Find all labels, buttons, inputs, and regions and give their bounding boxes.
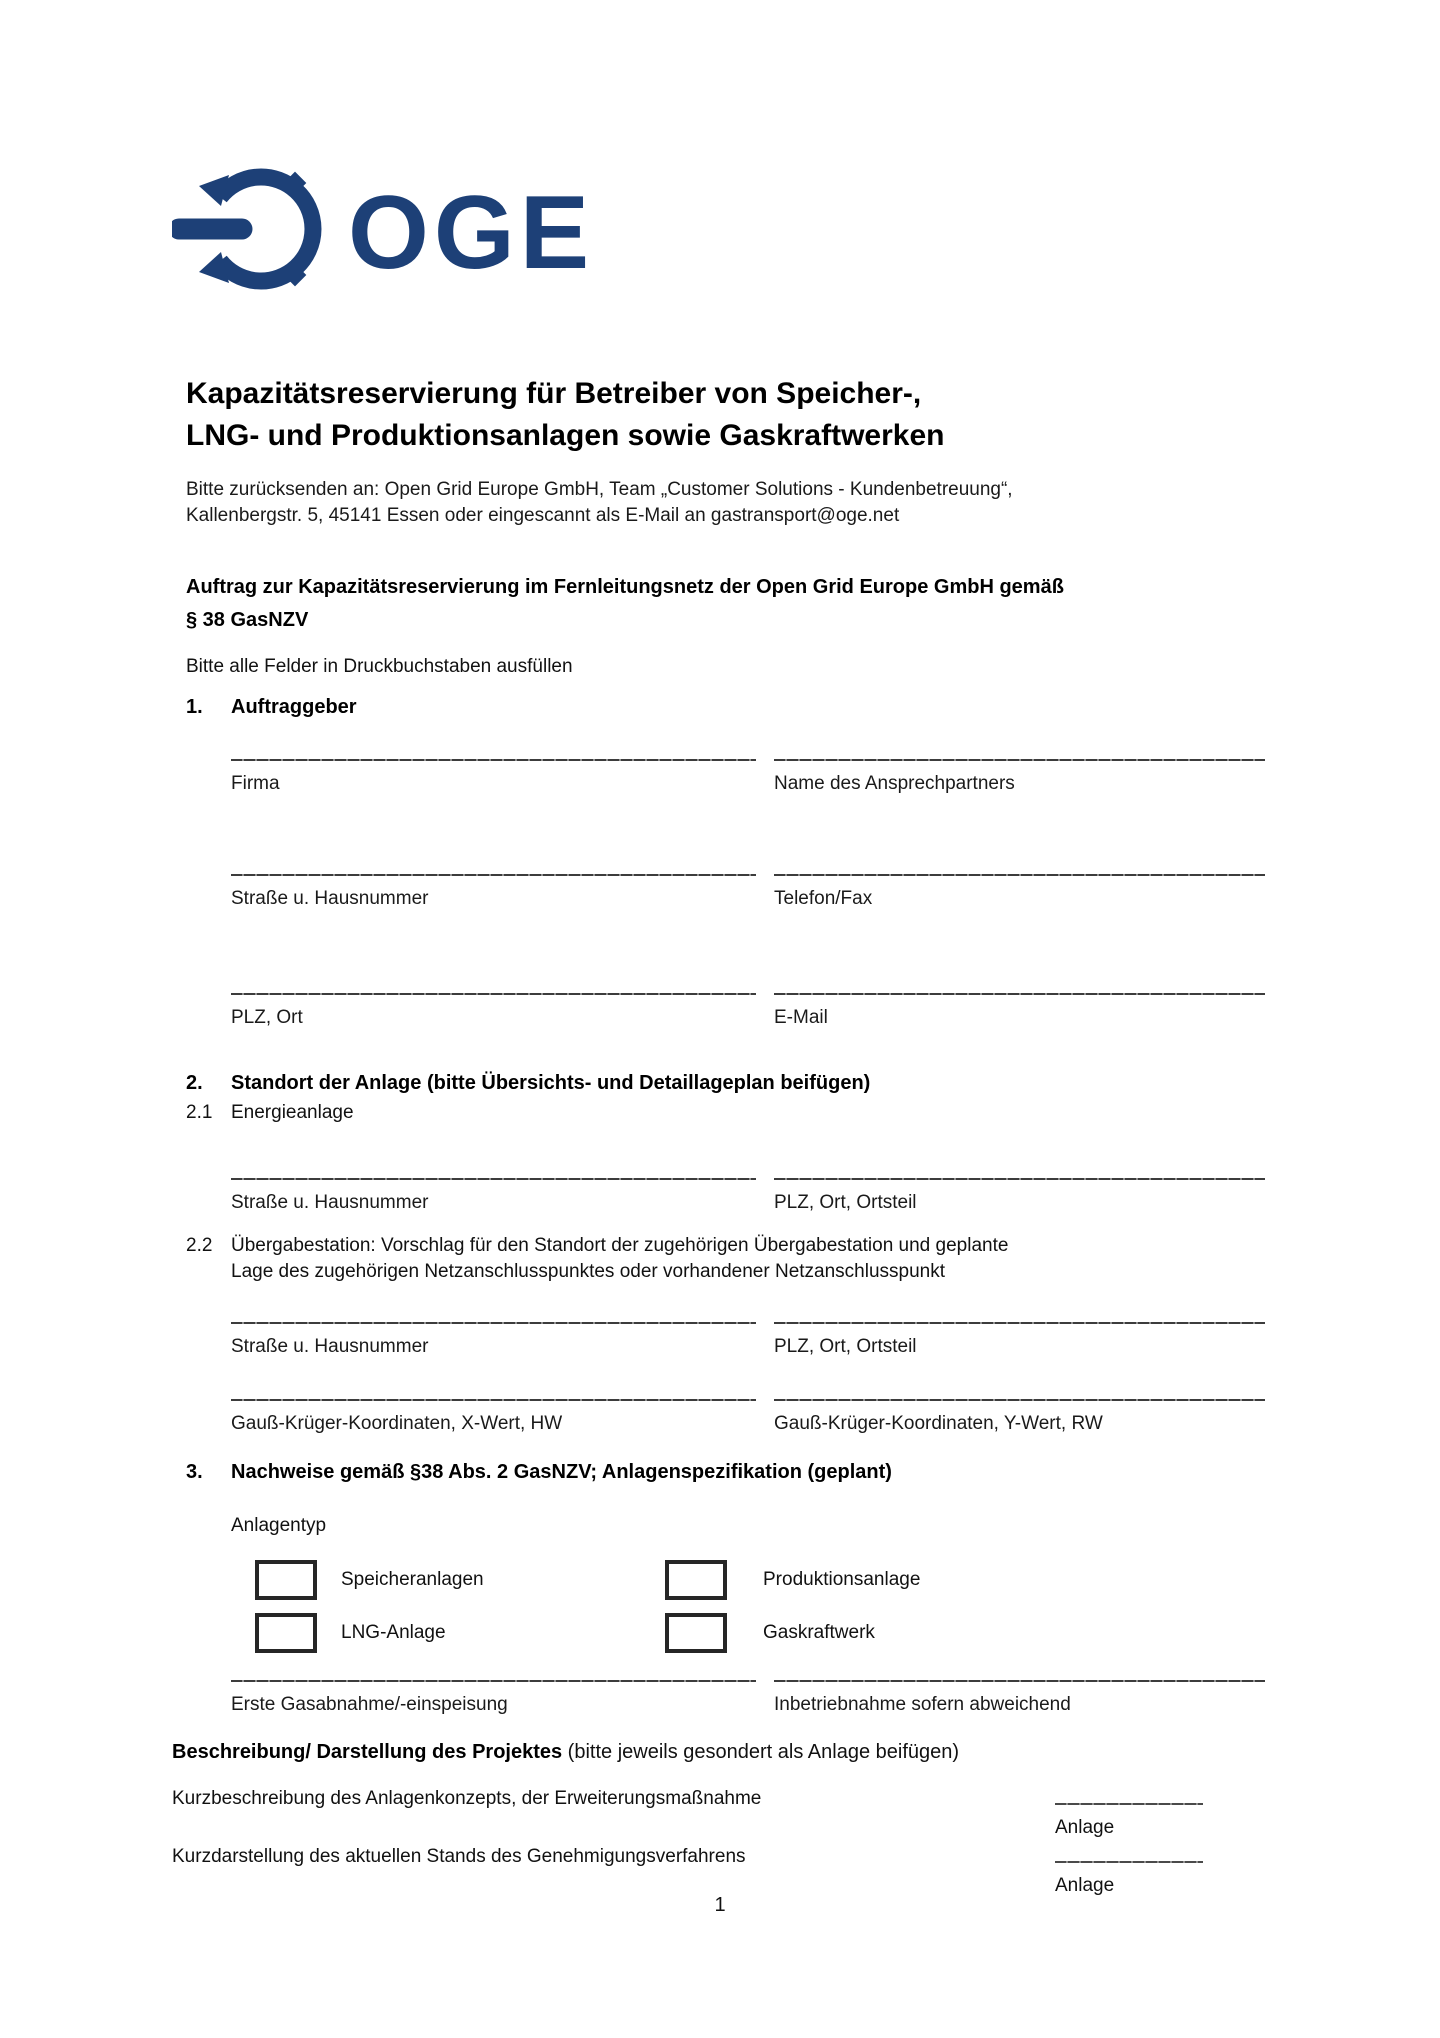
project-item-row bbox=[172, 1786, 1270, 1841]
field-row bbox=[231, 1322, 1270, 1359]
field-firma bbox=[231, 759, 756, 796]
project-description-heading bbox=[172, 1739, 1270, 1766]
field-gk-x-wert bbox=[231, 1399, 756, 1436]
checkbox-lng-anlage[interactable] bbox=[255, 1613, 317, 1653]
section-1-number: 1. bbox=[186, 696, 203, 718]
checkbox-option-gaskraftwerk bbox=[665, 1613, 875, 1653]
oge-logo-text: OGE bbox=[348, 175, 595, 291]
section-3-heading bbox=[186, 1459, 1270, 1485]
section-2-heading bbox=[186, 1070, 1270, 1096]
attachment-label: Anlage bbox=[1055, 1875, 1115, 1896]
return-address-note bbox=[186, 477, 1270, 529]
field-row bbox=[231, 759, 1270, 796]
section-2-number: 2. bbox=[186, 1072, 203, 1094]
field-label: PLZ, Ort bbox=[231, 1007, 303, 1028]
section-2-2-paragraph bbox=[186, 1233, 1270, 1285]
field-row bbox=[231, 1680, 1270, 1717]
field-label: Firma bbox=[231, 773, 280, 794]
field-label: PLZ, Ort, Ortsteil bbox=[774, 1192, 917, 1213]
field-telefon-fax bbox=[774, 874, 1265, 911]
checkbox-label: LNG-Anlage bbox=[341, 1622, 446, 1643]
checkbox-label: Produktionsanlage bbox=[763, 1569, 921, 1590]
field-plz-ort bbox=[231, 993, 756, 1030]
project-item-text: Kurzbeschreibung des Anlagenkonzepts, der Erweiterungsmaßnahme bbox=[172, 1788, 762, 1809]
section-1-title: Auftraggeber bbox=[231, 696, 357, 718]
field-row bbox=[231, 993, 1270, 1030]
field-label: Straße u. Hausnummer bbox=[231, 1192, 429, 1213]
field-row bbox=[231, 1178, 1270, 1215]
checkbox-gaskraftwerk[interactable] bbox=[665, 1613, 727, 1653]
project-description-heading-bold: Beschreibung/ Darstellung des Projektes bbox=[172, 1741, 563, 1763]
section-2-2-line-1: Übergabestation: Vorschlag für den Standort der zugehörigen Übergabestation und geplante bbox=[231, 1235, 1009, 1256]
checkbox-speicheranlagen[interactable] bbox=[255, 1560, 317, 1600]
checkbox-label: Speicheranlagen bbox=[341, 1569, 484, 1590]
checkbox-produktionsanlage[interactable] bbox=[665, 1560, 727, 1600]
field-label: Gauß-Krüger-Koordinaten, X-Wert, HW bbox=[231, 1413, 563, 1434]
section-3-title: Nachweise gemäß §38 Abs. 2 GasNZV; Anlagenspezifikation (geplant) bbox=[231, 1461, 892, 1483]
facility-type-label: Anlagentyp bbox=[231, 1515, 327, 1536]
checkbox-row bbox=[255, 1613, 1270, 1653]
page-title-line-2: LNG- und Produktionsanlagen sowie Gaskraftwerken bbox=[186, 419, 945, 452]
field-label: Name des Ansprechpartners bbox=[774, 773, 1015, 794]
section-2-1-title: Energieanlage bbox=[231, 1102, 354, 1123]
checkbox-option-produktionsanlage bbox=[665, 1560, 920, 1600]
section-2-1-number: 2.1 bbox=[186, 1102, 213, 1123]
field-station-strasse bbox=[231, 1322, 756, 1359]
return-address-line-1: Bitte zurücksenden an: Open Grid Europe GmbH, Team „Customer Solutions - Kundenbetreuung“, bbox=[186, 479, 1013, 500]
field-anlage-strasse bbox=[231, 1178, 756, 1215]
attachment-label: Anlage bbox=[1055, 1817, 1115, 1838]
field-email bbox=[774, 993, 1265, 1030]
field-row bbox=[231, 874, 1270, 911]
order-heading-line-1: Auftrag zur Kapazitätsreservierung im Fernleitungsnetz der Open Grid Europe GmbH gemäß bbox=[186, 576, 1064, 598]
section-1-heading bbox=[186, 694, 1270, 720]
field-label: PLZ, Ort, Ortsteil bbox=[774, 1336, 917, 1357]
field-label: Straße u. Hausnummer bbox=[231, 1336, 429, 1357]
field-label: Telefon/Fax bbox=[774, 888, 873, 909]
fill-instruction: Bitte alle Felder in Druckbuchstaben ausfüllen bbox=[186, 656, 573, 677]
project-item-text: Kurzdarstellung des aktuellen Stands des Genehmigungsverfahrens bbox=[172, 1846, 746, 1867]
field-strasse bbox=[231, 874, 756, 911]
page-number: 1 bbox=[714, 1894, 726, 1916]
section-2-2-number: 2.2 bbox=[186, 1235, 213, 1256]
section-2-1-heading bbox=[186, 1100, 1270, 1126]
field-label: E-Mail bbox=[774, 1007, 828, 1028]
return-address-line-2: Kallenbergstr. 5, 45141 Essen oder eingescannt als E-Mail an gastransport@oge.net bbox=[186, 505, 900, 526]
order-heading-line-2: § 38 GasNZV bbox=[186, 609, 309, 631]
checkbox-row bbox=[255, 1560, 1270, 1600]
checkbox-option-lng-anlage bbox=[255, 1613, 665, 1653]
field-label: Gauß-Krüger-Koordinaten, Y-Wert, RW bbox=[774, 1413, 1103, 1434]
field-row bbox=[231, 1399, 1270, 1436]
project-item-row bbox=[172, 1844, 1270, 1899]
checkbox-label: Gaskraftwerk bbox=[763, 1622, 875, 1643]
section-3-number: 3. bbox=[186, 1461, 203, 1483]
field-ansprechpartner bbox=[774, 759, 1265, 796]
page-title bbox=[186, 373, 1270, 457]
field-label: Straße u. Hausnummer bbox=[231, 888, 429, 909]
section-2-2-line-2: Lage des zugehörigen Netzanschlusspunktes oder vorhandener Netzanschlusspunkt bbox=[231, 1261, 946, 1282]
checkbox-option-speicheranlagen bbox=[255, 1560, 665, 1600]
page-title-line-1: Kapazitätsreservierung für Betreiber von Speicher-, bbox=[186, 377, 922, 410]
field-station-plz-ort-ortsteil bbox=[774, 1322, 1265, 1359]
attachment-field bbox=[1055, 1803, 1203, 1841]
order-heading bbox=[186, 571, 1270, 637]
field-gk-y-wert bbox=[774, 1399, 1265, 1436]
project-description-heading-rest: (bitte jeweils gesondert als Anlage beifügen) bbox=[562, 1741, 960, 1763]
field-label: Inbetriebnahme sofern abweichend bbox=[774, 1694, 1071, 1715]
field-anlage-plz-ort-ortsteil bbox=[774, 1178, 1265, 1215]
section-2-title: Standort der Anlage (bitte Übersichts- und Detaillageplan beifügen) bbox=[231, 1072, 871, 1094]
field-inbetriebnahme bbox=[774, 1680, 1265, 1717]
field-label: Erste Gasabnahme/-einspeisung bbox=[231, 1694, 508, 1715]
field-erste-gasabnahme bbox=[231, 1680, 756, 1717]
